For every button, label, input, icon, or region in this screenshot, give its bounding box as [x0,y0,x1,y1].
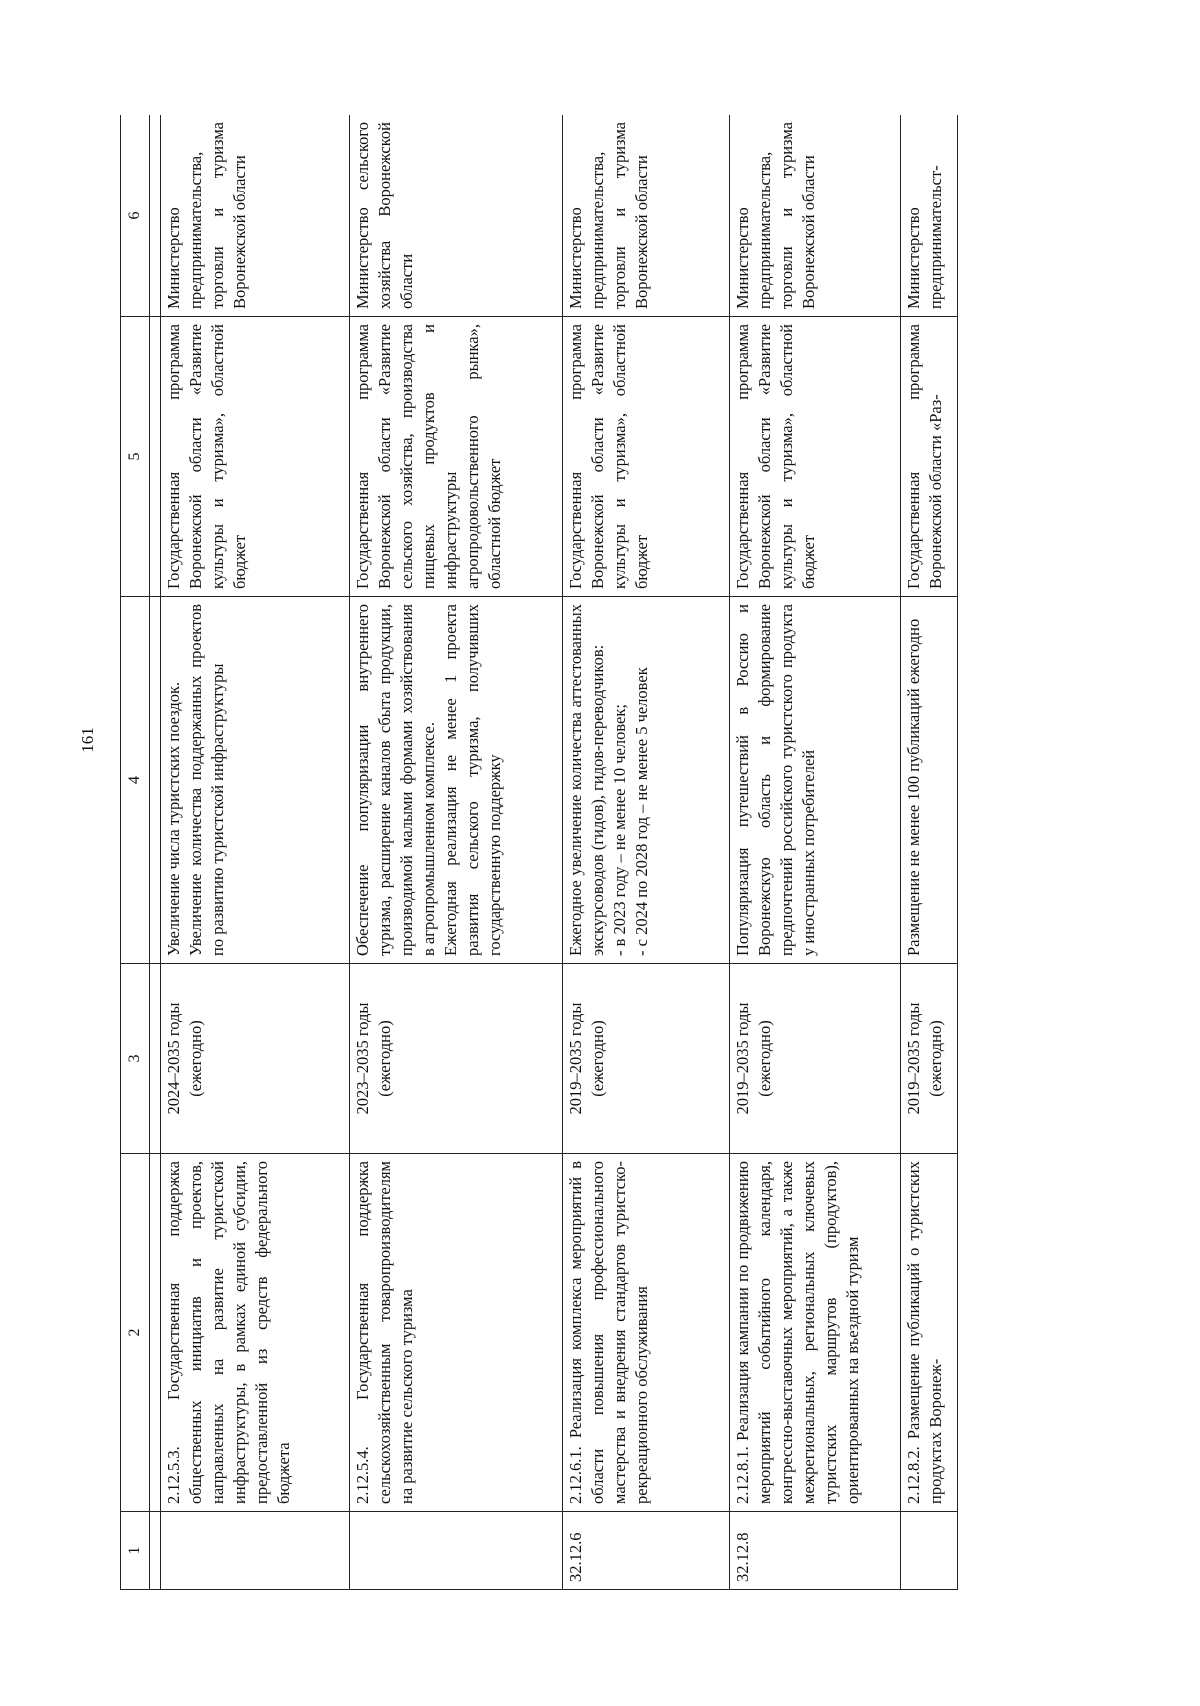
cell-text-line: Ежегодная реализация не менее 1 проекта развития сельского туризма, получивших государственную поддержку [441,604,504,956]
table-row [161,115,350,1590]
column-number-4: 4 [121,597,150,964]
table-row [730,115,901,1590]
row-measure: 2.12.8.2. Размещение публикаций о туристских продуктах Воронеж- [901,1154,958,1512]
column-number-5: 5 [121,317,150,597]
cell-text-line: Размещение не менее 100 публикаций ежегодно [904,618,923,956]
row-executor: Министерство предпринимательства, торговли и туризма Воронежской области [730,115,901,317]
row-period: 2023–2035 годы (ежегодно) [350,964,563,1154]
cell-text-line: Ежегодное увеличение количества аттестованных экскурсоводов (гидов), гидов-переводчиков: [566,604,607,956]
cell-text-line: Увеличение числа туристских поездок. [164,681,183,956]
row-code [350,1512,563,1590]
row-result [563,597,730,964]
page-number: 161 [78,727,97,753]
row-measure: 2.12.5.4. Государственная поддержка сельскохозяйственным товаропроизводителям на развитие сельского туризма [350,1154,563,1512]
row-code [161,1512,350,1590]
row-period: 2024–2035 годы (ежегодно) [161,964,350,1154]
row-code [901,1512,958,1590]
row-executor: Министерство предпринимательства, торговли и туризма Воронежской области [161,115,350,317]
row-source: Государственная программа Воронежской области «Раз- [901,317,958,597]
row-period: 2019–2035 годы (ежегодно) [730,964,901,1154]
header-separator-row [150,115,161,1590]
row-measure: 2.12.6.1. Реализация комплекса мероприятий в области повышения профессионального мастерства и внедрения стандартов туристско-рекреационного обслуживания [563,1154,730,1512]
cell-text-line: Увеличение количества поддержанных проектов по развитию туристской инфраструктуры [186,604,227,956]
cell-text-line: Популяризация путешествий в Россию и Воронежскую область и формирование предпочтений российского туристского продукта у иностранных потребителей [733,604,818,956]
column-number-1: 1 [121,1512,150,1590]
row-result [161,597,350,964]
column-number-row [121,115,150,1590]
row-measure: 2.12.5.3. Государственная поддержка общественных инициатив и проектов, направленных на развитие туристской инфраструктуры, в рамках единой субсидии, предоставленной из средств федерального бюджета [161,1154,350,1512]
row-period: 2019–2035 годы (ежегодно) [563,964,730,1154]
table-row [901,115,958,1590]
row-executor: Министерство сельского хозяйства Воронежской области [350,115,563,317]
row-result [901,597,958,964]
table-row [563,115,730,1590]
row-result [350,597,563,964]
row-source: Государственная программа Воронежской области «Развитие культуры и туризма», областной бюджет [161,317,350,597]
row-result [730,597,901,964]
table-frame [120,115,1130,1590]
row-code: 32.12.6 [563,1512,730,1590]
table-row [350,115,563,1590]
cell-text-line: Обеспечение популяризации внутреннего туризма, расширение каналов сбыта продукции, производимой малыми формами хозяйствования в агропромышленном комплексе. [353,604,438,956]
row-measure: 2.12.8.1. Реализация кампании по продвижению мероприятий событийного календаря, конгрессно-выставочных мероприятий, а также межрегиональных, региональных ключевых туристских маршрутов (продуктов), ориентированных на въездной туризм [730,1154,901,1512]
row-executor: Министерство предпринимательства, торговли и туризма Воронежской области [563,115,730,317]
row-period: 2019–2035 годы (ежегодно) [901,964,958,1154]
row-source: Государственная программа Воронежской области «Развитие сельского хозяйства, производства пищевых продуктов и инфраструктуры агропродовольственного рынка», областной бюджет [350,317,563,597]
column-number-2: 2 [121,1154,150,1512]
rotated-page-content [120,115,1130,1590]
page-number-area [60,690,116,790]
row-code: 32.12.8 [730,1512,901,1590]
cell-text-line: - в 2023 году – не менее 10 человек; [610,704,629,956]
row-source: Государственная программа Воронежской области «Развитие культуры и туризма», областной бюджет [563,317,730,597]
cell-text-line: - с 2024 по 2028 год – не менее 5 человек [632,667,651,956]
row-executor: Министерство предпринимательст- [901,115,958,317]
column-number-6: 6 [121,115,150,317]
column-number-3: 3 [121,964,150,1154]
measures-table [120,115,958,1590]
row-source: Государственная программа Воронежской области «Развитие культуры и туризма», областной бюджет [730,317,901,597]
